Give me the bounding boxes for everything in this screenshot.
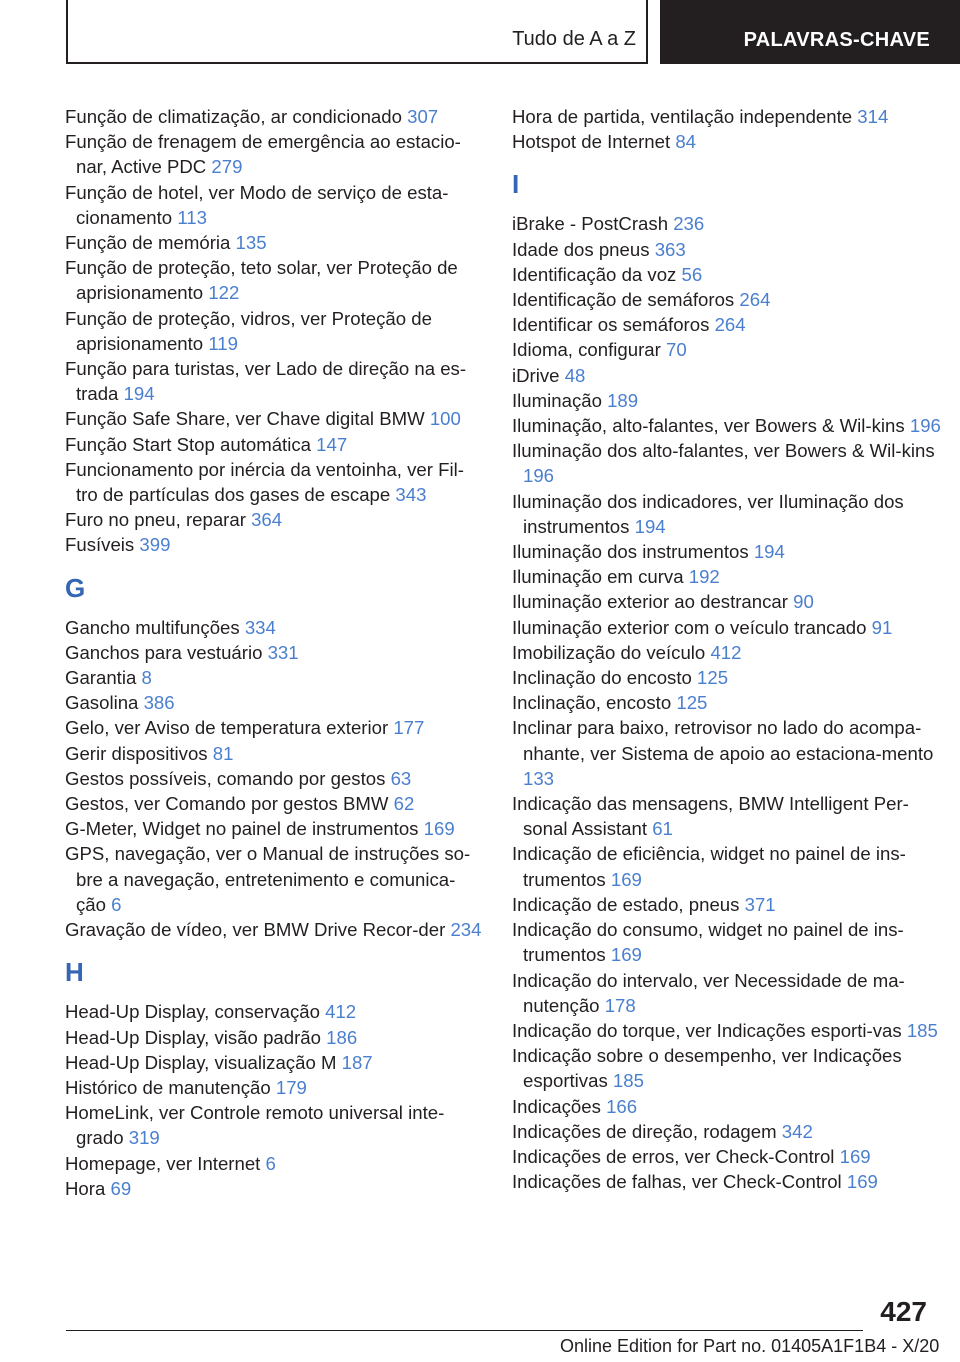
index-entry-text: G-Meter, Widget no painel de instrumentos <box>65 818 419 840</box>
index-entry-text: Indicação das mensagens, BMW Intelligent Per-sonal Assistant <box>512 793 909 840</box>
page-reference-link[interactable]: 194 <box>634 515 666 537</box>
index-entry <box>512 1144 942 1169</box>
header-tab-divider <box>646 0 648 64</box>
index-entry-text: Histórico de manutenção <box>65 1076 271 1098</box>
page-reference-link[interactable]: 90 <box>793 591 814 613</box>
index-entry-text: Função Safe Share, ver Chave digital BMW <box>65 408 425 430</box>
index-entry <box>65 507 485 532</box>
page-reference-link[interactable]: 279 <box>211 156 243 178</box>
index-entry-text: Homepage, ver Internet <box>65 1152 261 1174</box>
page-reference-link[interactable]: 125 <box>697 667 729 689</box>
page-reference-link[interactable]: 342 <box>781 1120 813 1142</box>
footer-rule <box>66 1330 863 1331</box>
index-entry-text: Gestos, ver Comando por gestos BMW <box>65 793 389 815</box>
page-reference-link[interactable]: 48 <box>564 364 586 386</box>
index-entry-text: HomeLink, ver Controle remoto universal inte-grado <box>65 1102 445 1149</box>
index-letter-g: G <box>65 572 86 603</box>
chapter-tab[interactable] <box>660 0 960 64</box>
index-entry-text: Gelo, ver Aviso de temperatura exterior <box>65 717 389 739</box>
page-number: 427 <box>880 1296 927 1327</box>
index-entry-text: iBrake - PostCrash <box>512 213 669 235</box>
index-entry-text: Iluminação em curva <box>512 566 684 588</box>
index-entry-text: Head-Up Display, visão padrão <box>65 1026 321 1048</box>
index-entry <box>512 917 942 967</box>
index-entry <box>512 129 942 154</box>
index-entry-text: Função de hotel, ver Modo de serviço de esta-cionamento <box>65 181 449 228</box>
page-reference-link[interactable]: 61 <box>652 818 673 840</box>
index-entry <box>65 791 485 816</box>
index-entry <box>512 715 942 791</box>
index-entry-text: Ganchos para vestuário <box>65 641 263 663</box>
index-entry <box>512 1018 942 1043</box>
index-entry <box>512 1043 942 1093</box>
entries-group-h-cont <box>512 104 942 154</box>
footer-edition-text: Online Edition for Part no. 01405A1F1B4 - X/20 <box>560 1336 940 1356</box>
index-entry-text: Hotspot de Internet <box>512 131 671 153</box>
page-reference-link[interactable]: 196 <box>909 415 941 437</box>
index-entry-text: Indicação do torque, ver Indicações esporti-vas <box>512 1019 902 1041</box>
index-entry <box>65 356 485 406</box>
page-reference-link[interactable]: 147 <box>316 433 348 455</box>
page-reference-link[interactable]: 192 <box>688 566 720 588</box>
index-entry <box>65 999 485 1024</box>
page-reference-link[interactable]: 177 <box>393 717 425 739</box>
index-entry <box>512 791 942 841</box>
index-entry <box>512 841 942 891</box>
header-bottom-rule <box>66 62 648 64</box>
page-reference-link[interactable]: 236 <box>673 213 705 235</box>
index-entry <box>512 237 942 262</box>
page-reference-link[interactable]: 185 <box>906 1019 938 1041</box>
page-reference-link[interactable]: 56 <box>681 263 703 285</box>
index-entry-text: Gerir dispositivos <box>65 742 208 764</box>
index-entry <box>65 457 485 507</box>
index-entry-text: Gestos possíveis, comando por gestos <box>65 767 386 789</box>
index-entry-text: Iluminação dos indicadores, ver Iluminação dos instrumentos <box>512 490 904 537</box>
page-reference-link[interactable]: 331 <box>267 641 299 663</box>
index-entry <box>65 741 485 766</box>
index-entry <box>65 841 485 917</box>
page-reference-link[interactable]: 343 <box>395 484 427 506</box>
page-reference-link[interactable]: 63 <box>390 767 412 789</box>
index-entry-text: Iluminação dos instrumentos <box>512 541 749 563</box>
page-reference-link[interactable]: 122 <box>208 282 240 304</box>
page-reference-link[interactable]: 386 <box>143 692 175 714</box>
page-reference-link[interactable]: 135 <box>235 232 267 254</box>
entries-group-h <box>65 999 485 1201</box>
index-entry <box>512 1094 942 1119</box>
index-entry-text: Função de memória <box>65 232 231 254</box>
section-title: Tudo de A a Z <box>512 28 636 50</box>
index-entry-text: Indicação sobre o desempenho, ver Indicações esportivas <box>512 1045 902 1092</box>
entries-group-i <box>512 211 942 1194</box>
index-entry <box>65 1075 485 1100</box>
index-entry-text: Iluminação exterior com o veículo trancado <box>512 616 867 638</box>
page-reference-link[interactable]: 169 <box>423 818 455 840</box>
page-reference-link[interactable]: 179 <box>275 1076 307 1098</box>
index-entry <box>65 306 485 356</box>
index-entry-text: Imobilização do veículo <box>512 641 706 663</box>
index-column-right <box>512 104 942 1194</box>
page-reference-link[interactable]: 6 <box>265 1152 276 1174</box>
index-entry <box>512 665 942 690</box>
index-column-left <box>65 104 485 1201</box>
page-reference-link[interactable]: 234 <box>450 919 482 941</box>
page-reference-link[interactable]: 169 <box>846 1171 878 1193</box>
index-entry <box>512 413 942 438</box>
page-reference-link[interactable]: 169 <box>839 1145 871 1167</box>
index-entry-text: GPS, navegação, ver o Manual de instruções so-bre a navegação, entretenimento e comunica-ção <box>65 843 471 915</box>
page-reference-link[interactable]: 186 <box>326 1026 358 1048</box>
index-entry <box>512 968 942 1018</box>
index-entry <box>512 363 942 388</box>
index-entry-text: Head-Up Display, visualização M <box>65 1051 337 1073</box>
index-entry <box>65 129 485 179</box>
index-entry <box>512 690 942 715</box>
index-entry-text: Inclinar para baixo, retrovisor no lado do acompa-nhante, ver Sistema de apoio ao estaciona-mento <box>512 717 934 764</box>
page-reference-link[interactable]: 194 <box>753 541 785 563</box>
index-entry-text: Idioma, configurar <box>512 339 661 361</box>
index-entry <box>65 406 485 431</box>
page-reference-link[interactable]: 185 <box>612 1070 644 1092</box>
index-entry <box>65 180 485 230</box>
index-entry-text: Indicações <box>512 1095 601 1117</box>
page-reference-link[interactable]: 166 <box>606 1095 638 1117</box>
page-reference-link[interactable]: 187 <box>341 1051 373 1073</box>
index-entry <box>65 532 485 557</box>
index-entry <box>512 640 942 665</box>
index-entry <box>65 1176 485 1201</box>
index-entry-text: Indicação de estado, pneus <box>512 893 740 915</box>
index-entry <box>512 438 942 488</box>
page-reference-link[interactable]: 125 <box>676 692 708 714</box>
page-reference-link[interactable]: 319 <box>128 1127 160 1149</box>
index-entry-text: Indicação do intervalo, ver Necessidade de ma-nutenção <box>512 969 905 1016</box>
index-entry-text: Identificação da voz <box>512 263 677 285</box>
index-entry-text: Head-Up Display, conservação <box>65 1001 320 1023</box>
page-reference-link[interactable]: 334 <box>244 616 276 638</box>
page-reference-link[interactable]: 113 <box>177 206 207 228</box>
index-entry <box>512 388 942 413</box>
index-entry-text: Hora <box>65 1177 106 1199</box>
page-reference-link[interactable]: 169 <box>610 944 642 966</box>
index-entry <box>65 690 485 715</box>
page-reference-link[interactable]: 412 <box>325 1001 357 1023</box>
index-entry <box>65 640 485 665</box>
page-reference-link[interactable]: 100 <box>429 408 461 430</box>
index-entry <box>512 564 942 589</box>
chapter-tab-label: PALAVRAS-CHAVE <box>743 29 930 51</box>
page-reference-link[interactable]: 314 <box>857 106 889 127</box>
page-reference-link[interactable]: 119 <box>208 332 238 354</box>
index-entry-text: Função Start Stop automática <box>65 433 311 455</box>
index-entry <box>65 104 485 129</box>
index-entry-text: Idade dos pneus <box>512 238 650 260</box>
index-entry-text: Iluminação, alto-falantes, ver Bowers & Wil-kins <box>512 415 905 437</box>
index-entry <box>65 766 485 791</box>
index-entry-text: Função de climatização, ar condicionado <box>65 106 402 127</box>
index-entry <box>65 1151 485 1176</box>
index-entry <box>512 539 942 564</box>
index-entry-text: Indicação do consumo, widget no painel de ins-trumentos <box>512 919 904 966</box>
index-entry <box>512 1169 942 1194</box>
page-reference-link[interactable]: 264 <box>714 314 746 336</box>
index-entry <box>512 892 942 917</box>
index-entry <box>65 665 485 690</box>
index-entry <box>512 262 942 287</box>
index-entry-text: Gravação de vídeo, ver BMW Drive Recor-der <box>65 919 446 941</box>
index-entry-text: Indicação de eficiência, widget no painel de ins-trumentos <box>512 843 906 890</box>
page-reference-link[interactable]: 169 <box>610 868 642 890</box>
index-entry <box>65 230 485 255</box>
page-reference-link[interactable]: 81 <box>212 742 234 764</box>
page-reference-link[interactable]: 264 <box>739 289 771 311</box>
index-entry <box>512 589 942 614</box>
index-entry-text: Função de proteção, vidros, ver Proteção de aprisionamento <box>65 307 432 354</box>
index-entry-text: Funcionamento por inércia da ventoinha, ver Fil-tro de partículas dos gases de escape <box>65 458 464 506</box>
index-entry-text: Furo no pneu, reparar <box>65 509 246 531</box>
index-entry-text: Gancho multifunções <box>65 616 240 638</box>
index-entry-text: Garantia <box>65 667 137 689</box>
index-entry <box>512 104 942 129</box>
index-entry-text: Indicações de falhas, ver Check-Control <box>512 1171 842 1193</box>
index-letter-i: I <box>512 169 520 200</box>
index-entry <box>65 432 485 457</box>
index-entry-text: Iluminação <box>512 389 602 411</box>
page-reference-link[interactable]: 8 <box>141 667 152 689</box>
index-entry-text: Iluminação exterior ao destrancar <box>512 591 788 613</box>
page-reference-link[interactable]: 70 <box>666 339 687 361</box>
index-entry-text: iDrive <box>512 364 560 386</box>
page-reference-link[interactable]: 196 <box>523 465 555 487</box>
index-entry <box>65 816 485 841</box>
page-reference-link[interactable]: 371 <box>744 893 776 915</box>
page-reference-link[interactable]: 62 <box>393 793 415 815</box>
index-entry-text: Função de proteção, teto solar, ver Proteção de aprisionamento <box>65 257 458 304</box>
page-reference-link[interactable]: 399 <box>139 534 171 556</box>
page-reference-link[interactable]: 189 <box>607 389 639 411</box>
entries-group-g <box>65 615 485 943</box>
index-entry-text: Função de frenagem de emergência ao estacio-nar, Active PDC <box>65 131 461 178</box>
index-entry-text: Gasolina <box>65 692 139 714</box>
index-entry-text: Indicações de erros, ver Check-Control <box>512 1145 835 1167</box>
index-entry <box>65 1100 485 1150</box>
index-entry <box>512 615 942 640</box>
index-entry <box>512 287 942 312</box>
index-entry-text: Função para turistas, ver Lado de direção na es-trada <box>65 358 467 405</box>
index-entry-text: Inclinação do encosto <box>512 667 692 689</box>
index-entry <box>512 489 942 539</box>
index-entry-text: Indicações de direção, rodagem <box>512 1120 777 1142</box>
index-entry-text: Identificar os semáforos <box>512 314 710 336</box>
index-entry <box>512 337 942 362</box>
index-entry <box>65 917 485 942</box>
page-reference-link[interactable]: 69 <box>110 1177 132 1199</box>
page-reference-link[interactable]: 133 <box>523 767 555 789</box>
page-reference-link[interactable]: 364 <box>251 509 283 531</box>
index-entry <box>65 615 485 640</box>
index-entry <box>512 211 942 236</box>
index-entry <box>65 1050 485 1075</box>
index-letter-h: H <box>65 957 84 988</box>
page-reference-link[interactable]: 307 <box>407 106 439 127</box>
header-left-rule <box>66 0 68 64</box>
index-entry-text: Iluminação dos alto-falantes, ver Bowers & Wil-kins <box>512 440 935 462</box>
page-reference-link[interactable]: 194 <box>123 383 155 405</box>
page-reference-link[interactable]: 6 <box>111 893 122 915</box>
index-entry <box>65 715 485 740</box>
index-entry <box>65 255 485 305</box>
page-reference-link[interactable]: 91 <box>871 616 893 638</box>
entries-group-f <box>65 104 485 558</box>
index-entry <box>512 312 942 337</box>
index-entry-text: Identificação de semáforos <box>512 289 735 311</box>
index-entry <box>512 1119 942 1144</box>
page-reference-link[interactable]: 178 <box>604 994 636 1016</box>
index-entry-text: Fusíveis <box>65 534 135 556</box>
index-entry <box>65 1025 485 1050</box>
index-entry-text: Hora de partida, ventilação independente <box>512 106 853 127</box>
page-reference-link[interactable]: 363 <box>654 238 686 260</box>
index-entry-text: Inclinação, encosto <box>512 692 672 714</box>
page-reference-link[interactable]: 84 <box>675 131 697 153</box>
page-reference-link[interactable]: 412 <box>710 641 742 663</box>
